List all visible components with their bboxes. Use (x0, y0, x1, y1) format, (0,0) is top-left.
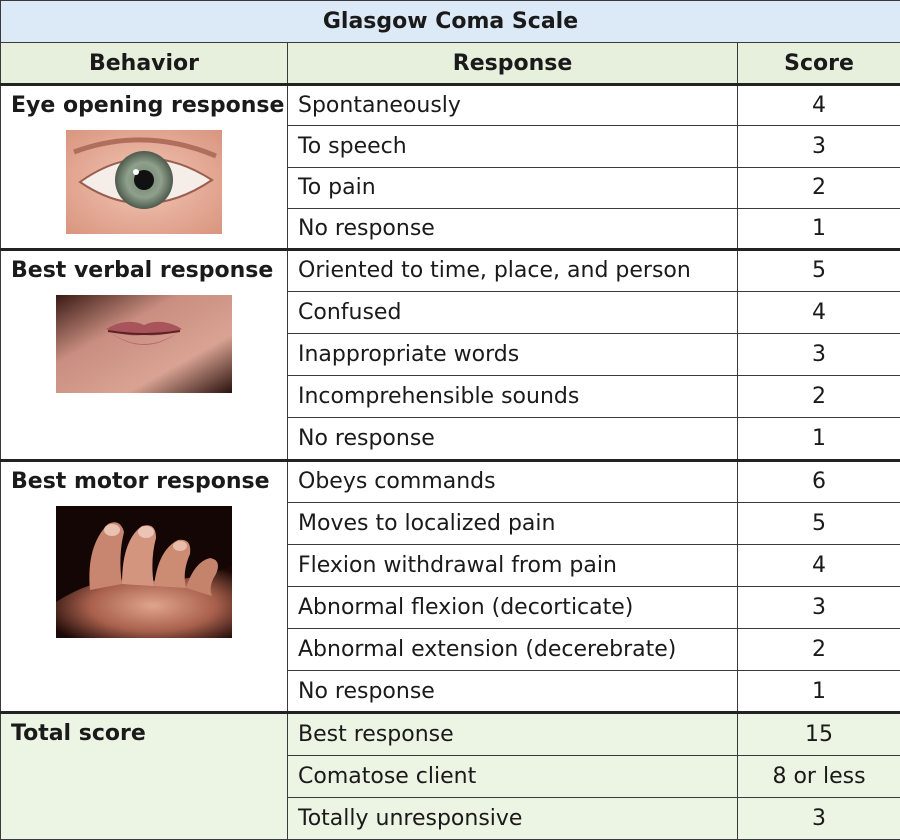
response-cell: Incomprehensible sounds (288, 376, 738, 418)
response-cell: Flexion withdrawal from pain (288, 544, 738, 586)
score-cell: 1 (738, 418, 900, 460)
behavior-cell-verbal (1, 249, 288, 460)
hand-photo-icon (56, 506, 232, 638)
response-cell: Abnormal extension (decerebrate) (288, 629, 738, 671)
response-cell: Spontaneously (288, 85, 738, 126)
score-cell: 5 (738, 249, 900, 291)
response-cell: No response (288, 671, 738, 713)
score-cell: 4 (738, 85, 900, 126)
behavior-label: Best verbal response (11, 257, 274, 283)
response-cell: No response (288, 208, 738, 249)
mouth-photo-icon (56, 295, 232, 393)
score-cell: 3 (738, 586, 900, 628)
response-cell: To speech (288, 126, 738, 167)
table-row (1, 249, 900, 291)
table-row (1, 85, 900, 126)
score-cell: 4 (738, 291, 900, 333)
behavior-cell-total (1, 713, 288, 840)
score-cell: 6 (738, 460, 900, 502)
score-cell: 15 (738, 713, 900, 755)
table-title: Glasgow Coma Scale (1, 1, 900, 43)
score-cell: 3 (738, 797, 900, 839)
response-cell: Obeys commands (288, 460, 738, 502)
score-cell: 4 (738, 544, 900, 586)
behavior-label: Total score (11, 721, 146, 747)
response-cell: Totally unresponsive (288, 797, 738, 839)
score-cell: 2 (738, 376, 900, 418)
eye-photo-icon (66, 130, 222, 234)
response-cell: Moves to localized pain (288, 502, 738, 544)
score-cell: 2 (738, 629, 900, 671)
score-cell: 1 (738, 208, 900, 249)
response-cell: To pain (288, 167, 738, 208)
response-cell: No response (288, 418, 738, 460)
title-row (1, 1, 900, 43)
score-cell: 8 or less (738, 755, 900, 797)
score-cell: 1 (738, 671, 900, 713)
header-response: Response (288, 43, 738, 85)
header-row (1, 43, 900, 85)
score-cell: 2 (738, 167, 900, 208)
behavior-label: Best motor response (11, 468, 270, 494)
response-cell: Oriented to time, place, and person (288, 249, 738, 291)
score-cell: 3 (738, 334, 900, 376)
score-cell: 5 (738, 502, 900, 544)
response-cell: Best response (288, 713, 738, 755)
response-cell: Inappropriate words (288, 334, 738, 376)
behavior-cell-motor (1, 460, 288, 713)
behavior-cell-eye (1, 85, 288, 250)
response-cell: Abnormal flexion (decorticate) (288, 586, 738, 628)
table-row (1, 460, 900, 502)
header-score: Score (738, 43, 900, 85)
score-cell: 3 (738, 126, 900, 167)
header-behavior: Behavior (1, 43, 288, 85)
response-cell: Comatose client (288, 755, 738, 797)
table-row (1, 713, 900, 755)
behavior-label: Eye opening response (11, 93, 285, 119)
response-cell: Confused (288, 291, 738, 333)
